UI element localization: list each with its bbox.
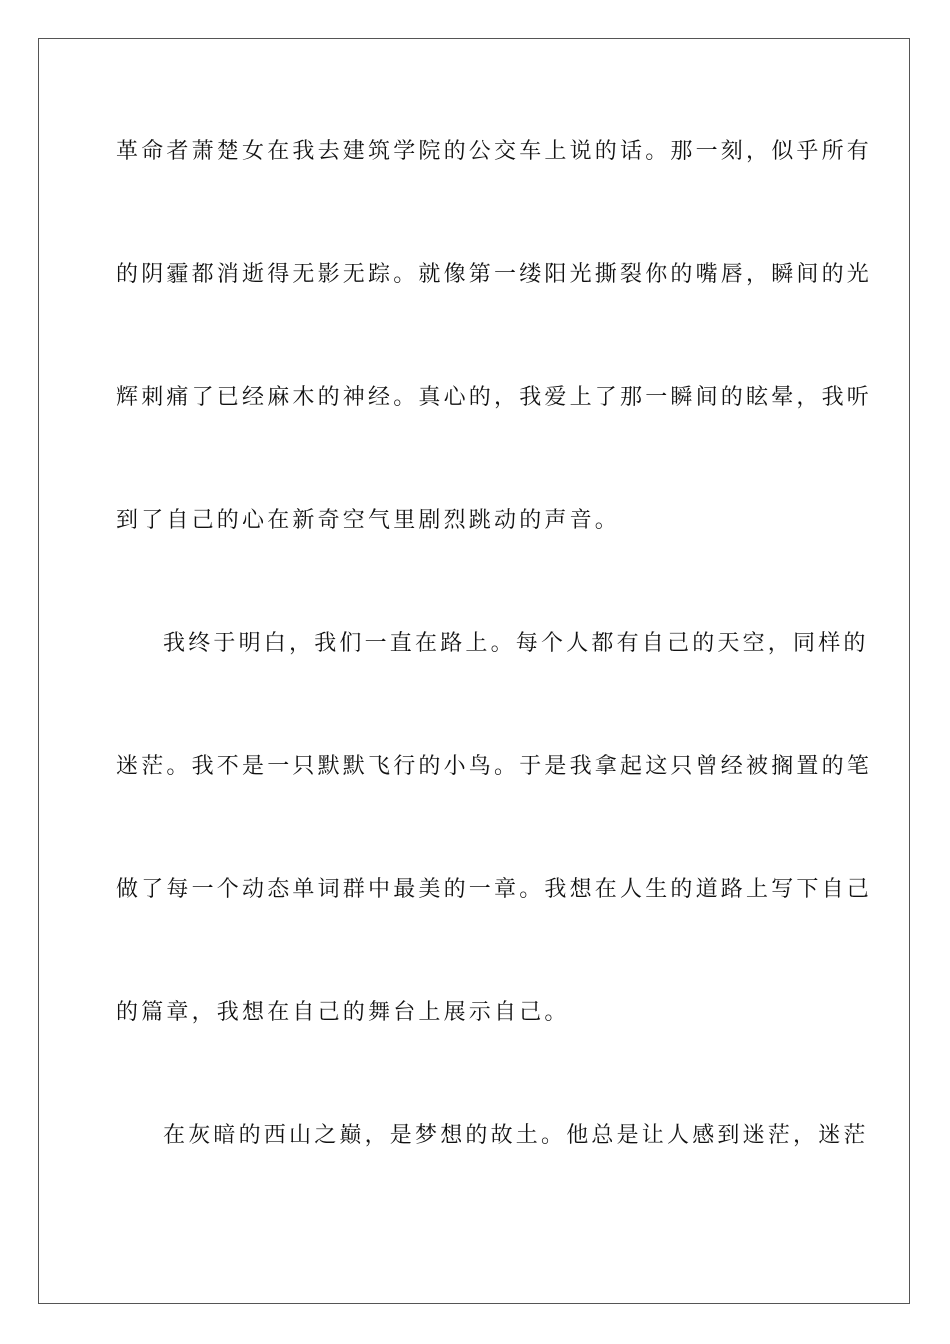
text-line: 的篇章，我想在自己的舞台上展示自己。 [116, 1000, 570, 1025]
text-line: 的阴霾都消逝得无影无踪。就像第一缕阳光撕裂你的嘴唇，瞬间的光 [116, 262, 873, 287]
text-line: 做了每一个动态单词群中最美的一章。我想在人生的道路上写下自己 [116, 877, 873, 902]
text-line: 我终于明白，我们一直在路上。每个人都有自己的天空，同样的 [163, 631, 869, 656]
text-line: 辉刺痛了已经麻木的神经。真心的，我爱上了那一瞬间的眩晕，我听 [116, 385, 873, 410]
text-line: 革命者萧楚女在我去建筑学院的公交车上说的话。那一刻，似乎所有 [116, 139, 873, 164]
page-border [38, 38, 910, 1304]
text-line: 在灰暗的西山之巅，是梦想的故土。他总是让人感到迷茫，迷茫 [163, 1123, 869, 1148]
text-line: 到了自己的心在新奇空气里剧烈跳动的声音。 [116, 508, 621, 533]
text-line: 迷茫。我不是一只默默飞行的小鸟。于是我拿起这只曾经被搁置的笔 [116, 754, 873, 779]
